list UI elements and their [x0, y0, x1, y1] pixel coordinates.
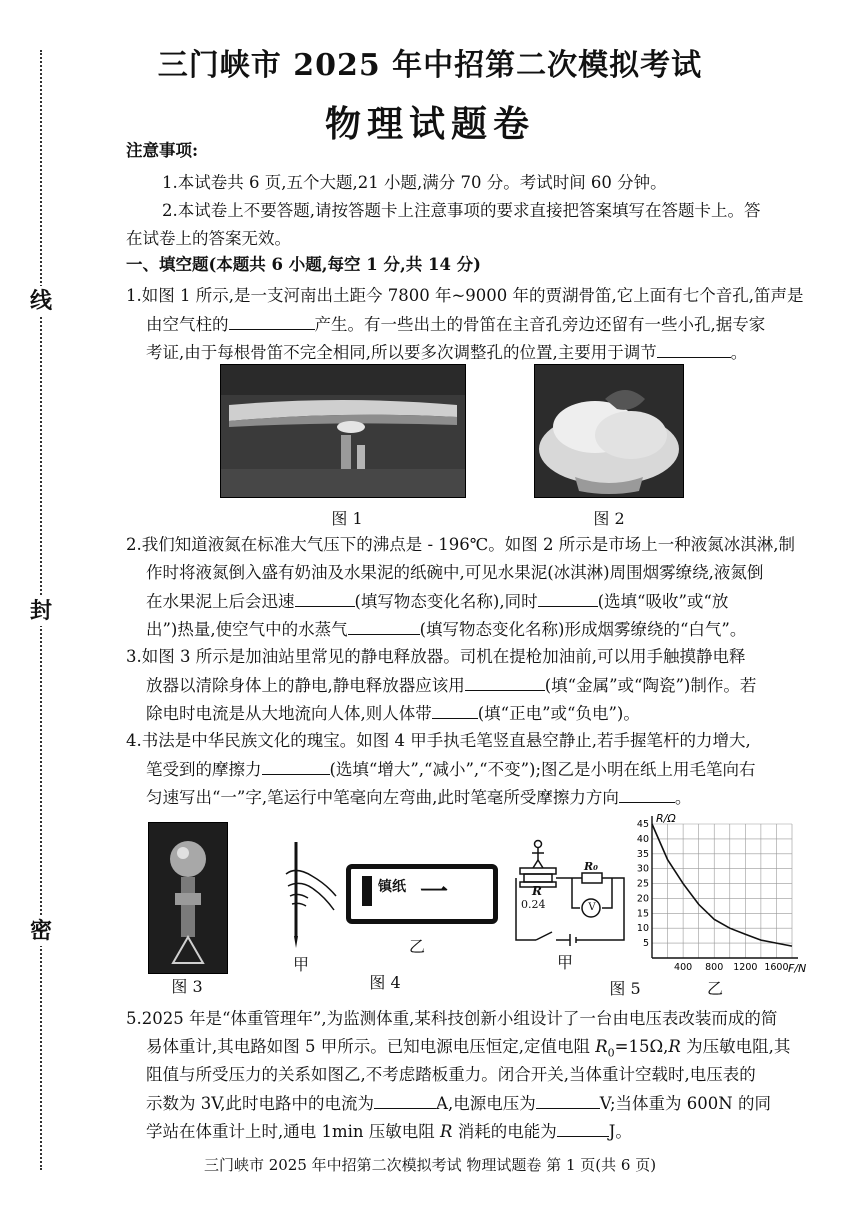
answer-blank[interactable]	[229, 313, 315, 330]
q4-line-3	[146, 786, 691, 809]
chart-y-tick-label: 25	[636, 878, 649, 890]
figure-1-bone-flute-photo	[220, 364, 466, 498]
answer-blank[interactable]	[348, 618, 420, 635]
notice-item-2-cont: 在试卷上的答案无效。	[126, 229, 291, 248]
q2-text: (填写物态变化名称),同时	[354, 592, 538, 611]
answer-blank[interactable]	[262, 758, 330, 775]
q1-text: 考证,由于每根骨笛不完全相同,所以要多次调整孔的位置,主要用于调节	[146, 343, 657, 362]
q5-line-3: 阻值与所受压力的关系如图乙,不考虑踏板重力。闭合开关,当体重计空载时,电压表的	[146, 1065, 756, 1084]
binding-label-mi: 密	[26, 916, 56, 946]
q3-text: 除电时电流是从大地流向人体,则人体带	[146, 704, 432, 723]
q3-line-2	[146, 674, 756, 697]
figure-3-caption: 图 3	[171, 977, 203, 996]
chart-y-tick-label: 10	[636, 923, 649, 935]
figure-4-jia-hand-brush	[282, 840, 340, 950]
chart-x-label: F/N	[788, 962, 807, 975]
q2-line-3	[146, 590, 728, 613]
chart-y-tick-label: 45	[636, 819, 649, 830]
q5-symbol-r0: R	[595, 1037, 608, 1056]
q3-text: (填“正电”或“负电”)。	[477, 704, 640, 723]
figure-3-static-discharger-photo	[148, 822, 228, 974]
q5-text: 示数为 3V,此时电路中的电流为	[146, 1094, 375, 1113]
q5-text: 为压敏电阻,其	[680, 1037, 791, 1056]
q4-text: (选填“增大”,“减小”,“不变”);图乙是小明在纸上用毛笔向右	[329, 760, 756, 779]
q2-text: 在水果泥上后会迅速	[146, 592, 295, 611]
answer-blank[interactable]	[374, 1092, 436, 1109]
chart-axes	[652, 816, 798, 958]
figure-5-yi-chart	[628, 810, 816, 976]
q4-line-2	[146, 758, 756, 781]
figure-4-yi-caption: 乙	[408, 937, 425, 956]
chart-x-tick-label: 800	[705, 962, 724, 973]
q4-text: 。	[674, 788, 692, 807]
figure-4-caption: 图 4	[369, 973, 401, 992]
q5-text: 易体重计,其电路如图 5 甲所示。已知电源电压恒定,定值电阻	[146, 1037, 596, 1056]
binding-label-feng: 封	[26, 596, 56, 626]
answer-blank[interactable]	[538, 590, 598, 607]
chart-x-tick-label: 400	[674, 962, 693, 973]
chart-y-tick-label: 30	[636, 863, 649, 875]
answer-blank[interactable]	[465, 674, 545, 691]
figure-1-caption: 图 1	[331, 509, 363, 528]
q5-text: J。	[608, 1122, 632, 1141]
q5-line-1: 5.2025 年是“体重管理年”,为监测体重,某科技创新小组设计了一台由电压表改装而成的简	[126, 1009, 778, 1028]
notice-item-2: 2.本试卷上不要答题,请按答题卡上注意事项的要求直接把答案填写在答题卡上。答	[162, 201, 761, 220]
answer-blank[interactable]	[536, 1092, 600, 1109]
figure-4-yi-paperweight-label: 镇纸	[378, 879, 406, 895]
q5-symbol-r: R	[668, 1037, 681, 1056]
q1-line-2	[146, 313, 765, 336]
notice-item-1: 1.本试卷共 6 页,五个大题,21 小题,满分 70 分。考试时间 60 分钟。	[162, 173, 667, 192]
chart-y-label: R/Ω	[656, 812, 676, 825]
q2-line-4	[146, 618, 746, 641]
page-footer: 三门峡市 2025 年中招第二次模拟考试 物理试题卷 第 1 页(共 6 页)	[203, 1156, 657, 1174]
q1-text: 由空气柱的	[146, 315, 229, 334]
figure-5-voltmeter-label: V	[588, 902, 596, 913]
figure-4-jia-caption: 甲	[292, 955, 309, 974]
q4-text: 笔受到的摩擦力	[146, 760, 262, 779]
q5-text: =15Ω,	[614, 1037, 669, 1056]
answer-blank[interactable]	[657, 341, 731, 358]
section-1-heading: 一、填空题(本题共 6 小题,每空 1 分,共 14 分)	[126, 255, 481, 274]
q3-line-1: 3.如图 3 所示是加油站里常见的静电释放器。司机在提枪加油前,可以用手触摸静电释	[126, 647, 746, 666]
figure-4-yi-stroke: 一	[420, 875, 449, 908]
q1-line-1: 1.如图 1 所示,是一支河南出土距今 7800 年~9000 年的贾湖骨笛,它上面有七个音孔,笛声是	[126, 286, 804, 305]
q5-text: 学站在体重计上时,通电 1min 压敏电阻	[146, 1122, 441, 1141]
notice-heading: 注意事项:	[126, 141, 199, 160]
chart-grid	[652, 824, 792, 958]
q1-line-3	[146, 341, 747, 364]
answer-blank[interactable]	[295, 590, 355, 607]
q1-text: 产生。有一些出土的骨笛在主音孔旁边还留有一些小孔,据专家	[314, 315, 766, 334]
binding-label-xian: 线	[26, 286, 56, 316]
q4-line-1: 4.书法是中华民族文化的瑰宝。如图 4 甲手执毛笔竖直悬空静止,若手握笔杆的力增大,	[126, 731, 751, 750]
q5-text: V;当体重为 600N 的同	[599, 1094, 771, 1113]
figure-5-jia-circuit	[512, 838, 630, 954]
q5-line-2	[146, 1036, 790, 1064]
q3-text: (填“金属”或“陶瓷”)制作。若	[544, 676, 757, 695]
figure-2-liquid-nitrogen-photo	[534, 364, 684, 498]
figure-5-caption: 图 5	[609, 979, 641, 998]
paper-title: 物理试题卷	[324, 103, 535, 145]
q2-text: (选填“吸收”或“放	[597, 592, 729, 611]
q2-text: 出”)热量,使空气中的水蒸气	[146, 620, 348, 639]
chart-y-tick-label: 15	[636, 908, 649, 920]
figure-5-label-r: R	[532, 884, 542, 898]
q4-text: 匀速写出“一”字,笔运行中笔毫向左弯曲,此时笔毫所受摩擦力方向	[146, 788, 619, 807]
figure-5-yi-caption: 乙	[706, 979, 723, 998]
q2-text: (填写物态变化名称)形成烟雾缭绕的“白气”。	[419, 620, 747, 639]
figure-5-sensor-note: 0.24	[521, 898, 546, 911]
q5-line-4	[146, 1092, 771, 1115]
figure-2-caption: 图 2	[593, 509, 625, 528]
answer-blank[interactable]	[619, 786, 675, 803]
chart-series-line	[652, 824, 792, 946]
q5-symbol-r: R	[440, 1122, 453, 1141]
q2-line-2: 作时将液氮倒入盛有奶油及水果泥的纸碗中,可见水果泥(冰淇淋)周围烟雾缭绕,液氮倒	[146, 563, 764, 582]
q5-text: A,电源电压为	[436, 1094, 536, 1113]
figure-4-yi-paperweight	[362, 876, 372, 906]
figure-5-label-r0: R₀	[584, 860, 598, 873]
q3-line-3	[146, 702, 640, 725]
q2-line-1: 2.我们知道液氮在标准大气压下的沸点是 - 196℃。如图 2 所示是市场上一种液氮冰淇淋,制	[126, 535, 795, 554]
exam-title: 三门峡市 2025 年中招第二次模拟考试	[157, 48, 703, 83]
q5-subscript: 0	[607, 1046, 615, 1060]
chart-y-tick-label: 5	[642, 938, 649, 950]
chart-y-tick-label: 20	[636, 893, 649, 905]
q1-text: 。	[730, 343, 748, 362]
figure-5-jia-caption: 甲	[556, 953, 573, 972]
chart-y-tick-label: 40	[636, 833, 649, 845]
q3-text: 放器以清除身体上的静电,静电释放器应该用	[146, 676, 465, 695]
chart-x-tick-label: 1600	[764, 962, 789, 973]
chart-y-tick-label: 35	[636, 848, 649, 860]
q5-line-5	[146, 1120, 632, 1143]
answer-blank[interactable]	[432, 702, 478, 719]
q5-text: 消耗的电能为	[452, 1122, 557, 1141]
chart-x-tick-label: 1200	[733, 962, 758, 973]
answer-blank[interactable]	[557, 1120, 609, 1137]
